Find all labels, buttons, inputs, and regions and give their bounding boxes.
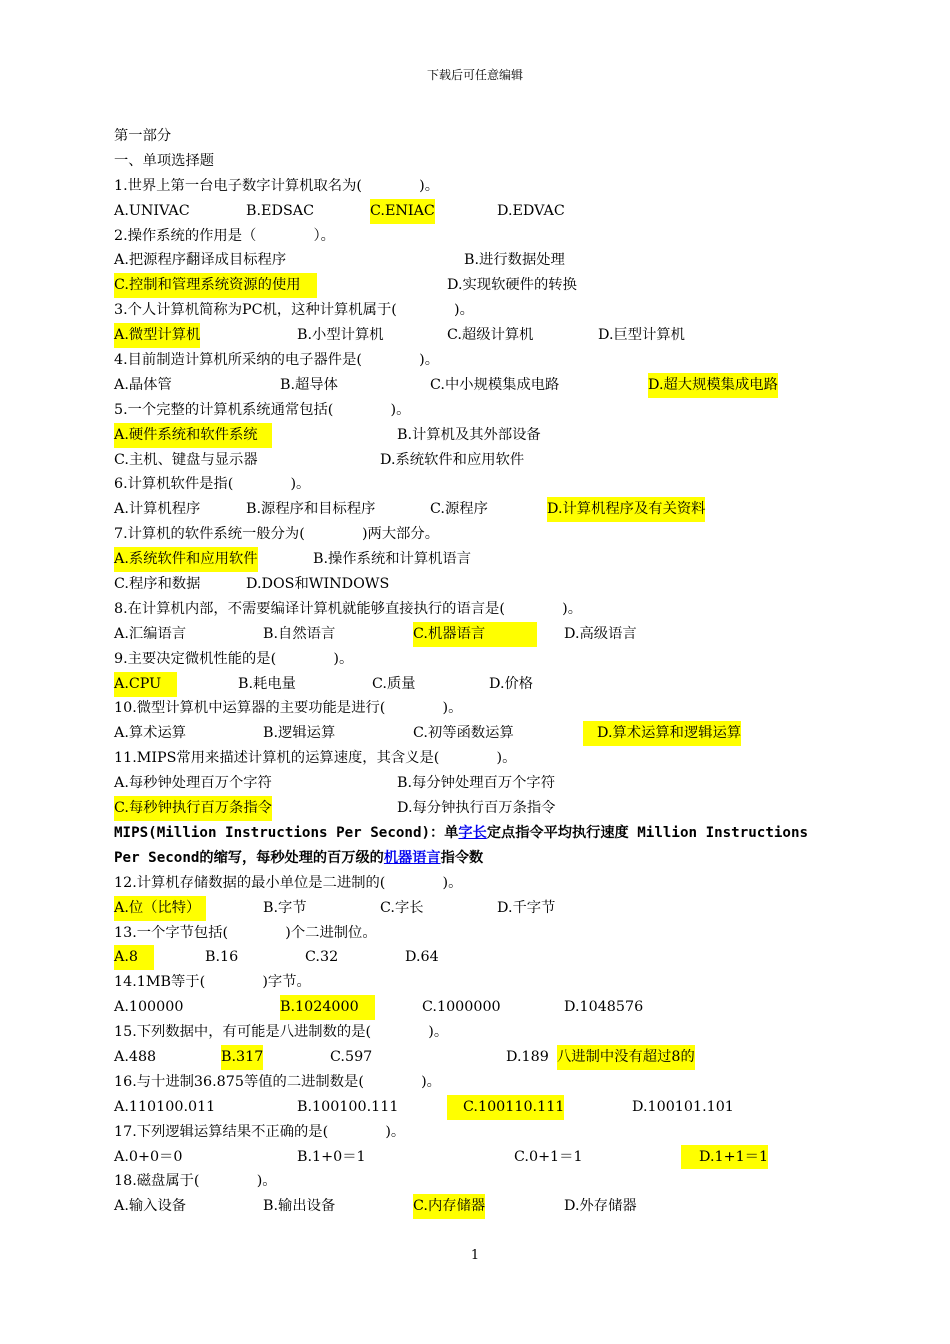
question-16-options bbox=[114, 1095, 840, 1120]
note-text: Per Second的缩写，每秒处理的百万级的 bbox=[114, 849, 384, 866]
question-7: 7.计算机的软件系统一般分为( )两大部分。 bbox=[114, 526, 440, 543]
option-a: A.把源程序翻译成目标程序 bbox=[114, 252, 287, 269]
option-a-answer: A.系统软件和应用软件 bbox=[114, 547, 258, 572]
option-c: C.主机、键盘与显示器 bbox=[114, 451, 258, 468]
option-b: B.进行数据处理 bbox=[464, 252, 565, 269]
word-length-link[interactable]: 字长 bbox=[458, 824, 487, 841]
option-c-answer: C.100110.111 bbox=[447, 1095, 564, 1120]
note-text: 指令数 bbox=[440, 849, 484, 866]
option-d: D.高级语言 bbox=[564, 625, 637, 642]
machine-language-link[interactable]: 机器语言 bbox=[383, 849, 441, 866]
question-2: 2.操作系统的作用是（ ）。 bbox=[114, 227, 335, 244]
option-d: D.1048576 bbox=[564, 999, 644, 1016]
option-a: A.488 bbox=[114, 1048, 157, 1065]
option-c-answer: C.控制和管理系统资源的使用 bbox=[114, 273, 317, 298]
question-15-options bbox=[114, 1045, 840, 1070]
option-c-answer: C.内存储器 bbox=[413, 1194, 485, 1219]
question-14: 14.1MB等于( )字节。 bbox=[114, 974, 311, 991]
page-header: 下载后可任意编辑 bbox=[426, 68, 523, 82]
question-4-options bbox=[114, 373, 840, 398]
question-16: 16.与十进制36.875等值的二进制数是( )。 bbox=[114, 1073, 441, 1090]
option-c: C.32 bbox=[305, 949, 339, 966]
question-4: 4.目前制造计算机所采纳的电子器件是( )。 bbox=[114, 352, 440, 369]
option-d: D.价格 bbox=[489, 675, 534, 692]
note-text: 定点指令平均执行速度 Million Instructions bbox=[486, 824, 809, 841]
question-17: 17.下列逻辑运算结果不正确的是( )。 bbox=[114, 1123, 406, 1140]
option-c: C.1000000 bbox=[422, 999, 501, 1016]
option-c-answer: C.每秒钟执行百万条指令 bbox=[114, 796, 272, 821]
option-b: B.计算机及其外部设备 bbox=[397, 426, 541, 443]
option-a-answer: A.硬件系统和软件系统 bbox=[114, 423, 272, 448]
mips-note-line-1 bbox=[114, 821, 840, 846]
option-c: C.程序和数据 bbox=[114, 576, 201, 593]
option-d: D.每分钟执行百万条指令 bbox=[397, 800, 556, 817]
option-d: D.189 bbox=[506, 1048, 549, 1065]
option-b-answer: B.317 bbox=[221, 1045, 263, 1070]
question-8: 8.在计算机内部，不需要编译计算机就能够直接执行的语言是( )。 bbox=[114, 600, 582, 617]
option-b: B.源程序和目标程序 bbox=[246, 501, 376, 518]
option-a: A.100000 bbox=[114, 999, 184, 1016]
question-9: 9.主要决定微机性能的是( )。 bbox=[114, 650, 354, 667]
option-b: B.字节 bbox=[263, 899, 307, 916]
option-c: C.597 bbox=[330, 1048, 373, 1065]
question-12: 12.计算机存储数据的最小单位是二进制的( )。 bbox=[114, 874, 463, 891]
option-a: A.输入设备 bbox=[114, 1198, 187, 1215]
option-b: B.小型计算机 bbox=[297, 327, 384, 344]
option-c: C.中小规模集成电路 bbox=[430, 376, 560, 393]
question-11-options-cd bbox=[114, 796, 840, 821]
option-d: D.千字节 bbox=[497, 899, 556, 916]
section-title: 一、单项选择题 bbox=[114, 152, 215, 169]
note-text: MIPS(Million Instructions Per Second)：单 bbox=[114, 824, 459, 841]
option-a-answer: A.位（比特） bbox=[114, 896, 206, 921]
option-b: B.100100.111 bbox=[297, 1098, 399, 1115]
question-6-options bbox=[114, 497, 840, 522]
option-a: A.算术运算 bbox=[114, 725, 187, 742]
option-d: D.64 bbox=[405, 949, 439, 966]
option-b: B.自然语言 bbox=[263, 625, 336, 642]
question-7-options-cd bbox=[114, 572, 840, 597]
question-11: 11.MIPS常用来描述计算机的运算速度，其含义是( )。 bbox=[114, 750, 517, 767]
option-c: C.质量 bbox=[372, 675, 416, 692]
option-b: B.输出设备 bbox=[263, 1198, 336, 1215]
option-b: B.逻辑运算 bbox=[263, 725, 336, 742]
option-b: B.EDSAC bbox=[246, 202, 315, 219]
option-d: D.实现软硬件的转换 bbox=[447, 277, 577, 294]
option-b: B.1+0＝1 bbox=[297, 1148, 366, 1165]
option-d: D.巨型计算机 bbox=[598, 327, 685, 344]
option-d: D.DOS和WINDOWS bbox=[246, 576, 390, 593]
question-10: 10.微型计算机中运算器的主要功能是进行( )。 bbox=[114, 700, 463, 717]
option-b: B.超导体 bbox=[280, 376, 338, 393]
option-d: D.外存储器 bbox=[564, 1198, 637, 1215]
option-c: C.字长 bbox=[380, 899, 424, 916]
option-b-answer: B.1024000 bbox=[280, 995, 375, 1020]
option-b: B.16 bbox=[205, 949, 239, 966]
option-a: A.汇编语言 bbox=[114, 625, 187, 642]
mips-note-line-2 bbox=[114, 846, 840, 871]
option-c-answer: C.ENIAC bbox=[370, 199, 435, 224]
option-a: A.计算机程序 bbox=[114, 501, 201, 518]
option-a: A.每秒钟处理百万个字符 bbox=[114, 775, 272, 792]
option-a: A.110100.011 bbox=[114, 1098, 216, 1115]
option-c: C.超级计算机 bbox=[447, 327, 534, 344]
question-5-options-ab bbox=[114, 423, 840, 448]
question-12-options bbox=[114, 896, 840, 921]
question-3: 3.个人计算机简称为PC机，这种计算机属于( )。 bbox=[114, 302, 474, 319]
question-11-options-ab bbox=[114, 771, 840, 796]
question-15: 15.下列数据中，有可能是八进制数的是( )。 bbox=[114, 1024, 449, 1041]
answer-note: 八进制中没有超过8的 bbox=[557, 1045, 695, 1070]
option-d-answer: D.算术运算和逻辑运算 bbox=[583, 721, 741, 746]
question-14-options bbox=[114, 995, 840, 1020]
option-a: A.晶体管 bbox=[114, 376, 172, 393]
question-7-options-ab bbox=[114, 547, 840, 572]
question-5-options-cd bbox=[114, 448, 840, 473]
part-heading: 第一部分 bbox=[114, 128, 172, 144]
option-d: D.系统软件和应用软件 bbox=[380, 451, 525, 468]
option-c: C.初等函数运算 bbox=[413, 725, 514, 742]
option-d-answer: D.计算机程序及有关资料 bbox=[547, 497, 705, 522]
question-2-options-cd bbox=[114, 273, 840, 298]
question-6: 6.计算机软件是指( )。 bbox=[114, 476, 311, 493]
option-a-answer: A.微型计算机 bbox=[114, 323, 200, 348]
question-1: 1.世界上第一台电子数字计算机取名为( )。 bbox=[114, 177, 440, 194]
question-13-options bbox=[114, 945, 840, 970]
option-b: B.每分钟处理百万个字符 bbox=[397, 775, 556, 792]
option-a: A.0+0＝0 bbox=[114, 1148, 183, 1165]
option-c: C.源程序 bbox=[430, 501, 488, 518]
question-18: 18.磁盘属于( )。 bbox=[114, 1173, 277, 1190]
option-d: D.100101.101 bbox=[632, 1098, 734, 1115]
question-8-options bbox=[114, 622, 840, 647]
page-number: 1 bbox=[470, 1248, 480, 1263]
question-5: 5.一个完整的计算机系统通常包括( )。 bbox=[114, 401, 411, 418]
option-d-answer: D.超大规模集成电路 bbox=[648, 373, 778, 398]
option-a-answer: A.8 bbox=[114, 945, 154, 970]
option-d: D.EDVAC bbox=[497, 202, 565, 219]
question-3-options bbox=[114, 323, 840, 348]
question-2-options-ab bbox=[114, 248, 840, 273]
option-a: A.UNIVAC bbox=[114, 202, 190, 219]
option-c: C.0+1＝1 bbox=[514, 1148, 583, 1165]
question-18-options bbox=[114, 1194, 840, 1219]
question-13: 13.一个字节包括( )个二进制位。 bbox=[114, 924, 377, 941]
question-17-options bbox=[114, 1145, 840, 1170]
question-10-options bbox=[114, 721, 840, 746]
question-1-options bbox=[114, 199, 840, 224]
option-b: B.耗电量 bbox=[238, 675, 296, 692]
option-a-answer: A.CPU bbox=[114, 672, 177, 697]
option-c-answer: C.机器语言 bbox=[413, 622, 537, 647]
question-9-options bbox=[114, 672, 840, 697]
document-body bbox=[114, 124, 840, 1219]
option-d-answer: D.1+1＝1 bbox=[681, 1145, 768, 1170]
option-b: B.操作系统和计算机语言 bbox=[313, 551, 472, 568]
